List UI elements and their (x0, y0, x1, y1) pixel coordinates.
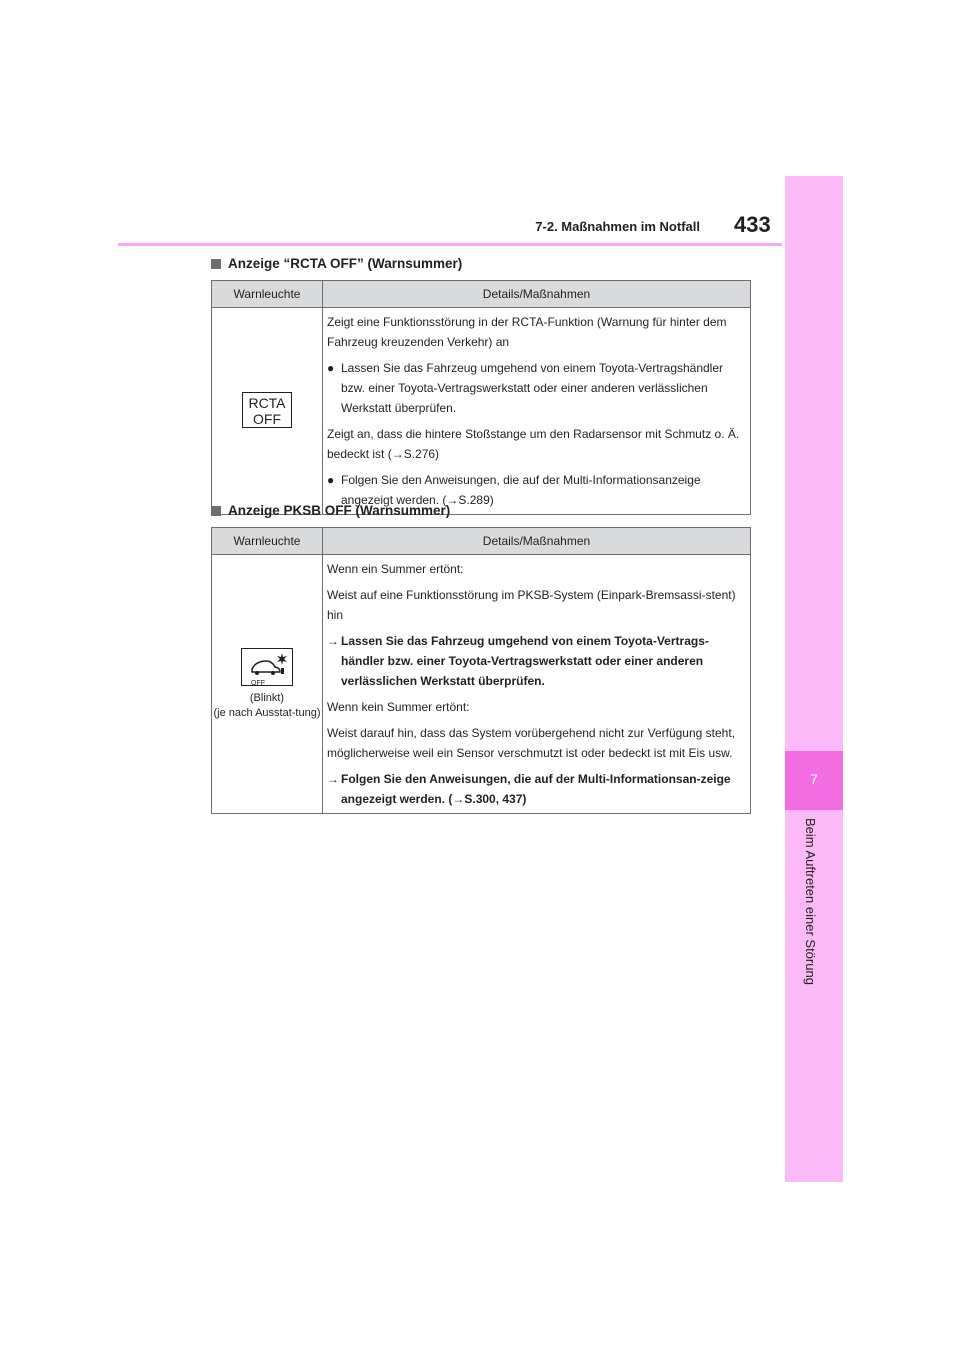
bullet-icon: ● (327, 473, 335, 487)
square-bullet-icon (211, 506, 221, 516)
arrow-icon: → (327, 634, 339, 648)
rcta-off-icon (242, 392, 292, 428)
action-item-text: Folgen Sie den Anweisungen, die auf der Multi-Informationsan-zeige angezeigt werden. (→S.300, 437) (341, 772, 731, 806)
rcta-heading-text: Anzeige “RCTA OFF” (Warnsummer) (228, 256, 463, 271)
pksb-heading-text: Anzeige PKSB OFF (Warnsummer) (228, 503, 451, 518)
rcta-heading (211, 256, 462, 271)
list-item (327, 358, 744, 418)
rcta-icon-line1: RCTA (248, 395, 286, 411)
pksb-icon-text: OFF (251, 679, 265, 687)
car-warning-icon (242, 649, 292, 685)
list-item-text: Lassen Sie das Fahrzeug umgehend von einem Toyota-Vertragshändler bzw. einer Toyota-Vertragswerkstatt oder einer anderen verlässlichen Werkstatt überprüfen. (341, 361, 724, 415)
column-header-details: Details/Maßnahmen (323, 281, 751, 308)
rcta-icon-cell (212, 308, 323, 515)
equipment-caption: (je nach Ausstat-tung) (213, 706, 321, 719)
pksb-heading (211, 503, 450, 518)
column-header-details: Details/Maßnahmen (323, 528, 751, 555)
list-item-text: Folgen Sie den Anweisungen, die auf der Multi-Informationsanzeige angezeigt werden. (→S.289) (341, 473, 701, 507)
rcta-table (211, 280, 751, 515)
pksb-table (211, 527, 751, 814)
page-number: 433 (734, 212, 771, 237)
action-item (327, 631, 744, 691)
column-header-warnleuchte: Warnleuchte (212, 528, 323, 555)
pksb-paragraph: Wenn kein Summer ertönt: (327, 700, 470, 714)
pksb-icon-cell (212, 555, 323, 814)
column-header-warnleuchte: Warnleuchte (212, 281, 323, 308)
pksb-off-icon (241, 648, 293, 686)
chapter-number: 7 (810, 771, 818, 787)
action-item-text: Lassen Sie das Fahrzeug umgehend von einem Toyota-Vertrags-händler bzw. einer Toyota-Vertragswerkstatt oder einer anderen verlässlichen Werkstatt überprüfen. (341, 634, 709, 688)
rcta-paragraph: Zeigt eine Funktionsstörung in der RCTA-Funktion (Warnung für hinter dem Fahrzeug kreuzenden Verkehr) an (327, 315, 727, 349)
chapter-number-box (785, 751, 843, 810)
rcta-icon-line2: OFF (253, 411, 281, 427)
pksb-paragraph: Weist darauf hin, dass das System vorübergehend nicht zur Verfügung steht, möglicherweise weil ein Sensor verschmutzt ist oder bedeckt ist mit Eis usw. (327, 726, 736, 760)
rcta-paragraph: Zeigt an, dass die hintere Stoßstange um den Radarsensor mit Schmutz o. Ä. bedeckt ist (→S.276) (327, 427, 740, 461)
section-title: 7-2. Maßnahmen im Notfall (535, 219, 700, 234)
chapter-side-tab (785, 176, 843, 1182)
bullet-icon: ● (327, 361, 335, 375)
pksb-details (323, 555, 751, 814)
header-divider (118, 243, 782, 246)
action-item (327, 769, 744, 809)
arrow-icon: → (327, 772, 339, 786)
square-bullet-icon (211, 259, 221, 269)
chapter-title: Beim Auftreten einer Störung (803, 818, 818, 985)
blink-caption: (Blinkt) (249, 691, 285, 704)
rcta-details (323, 308, 751, 515)
pksb-paragraph: Wenn ein Summer ertönt: (327, 562, 464, 576)
pksb-paragraph: Weist auf eine Funktionsstörung im PKSB-System (Einpark-Bremsassi-stent) hin (327, 588, 736, 622)
